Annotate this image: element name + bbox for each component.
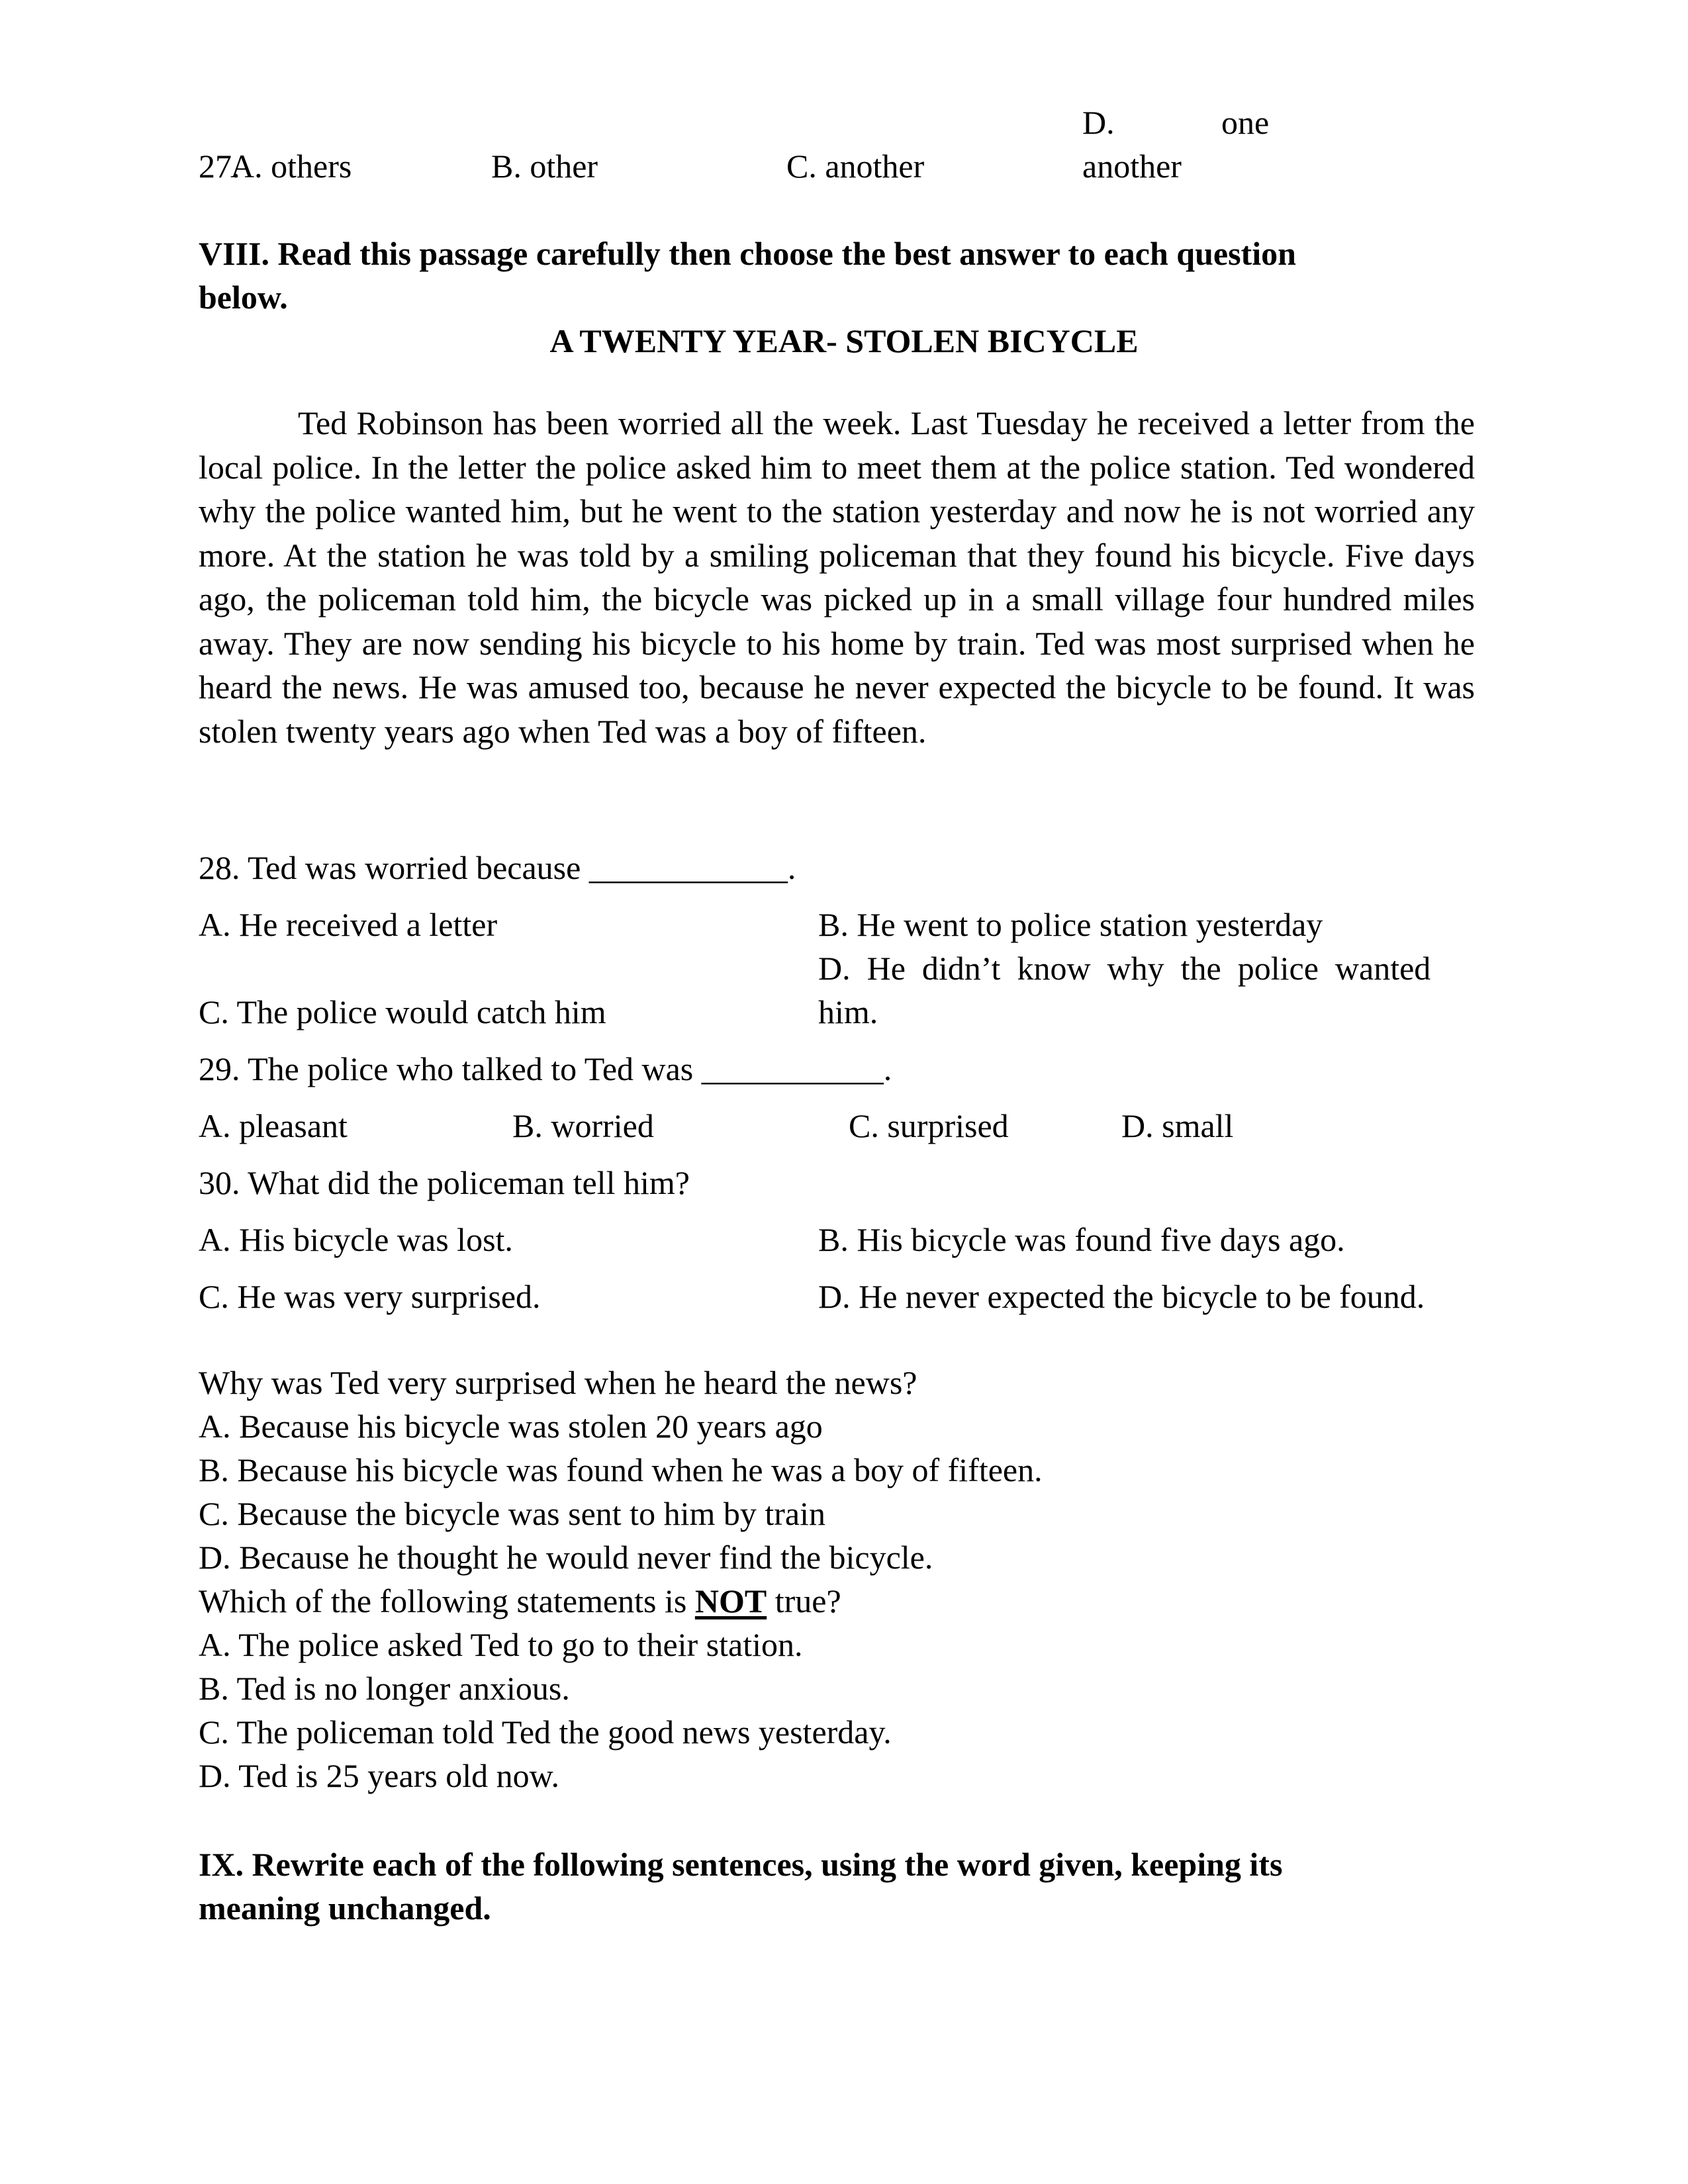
q31-option-c: C. Because the bicycle was sent to him by train [199, 1495, 825, 1532]
q30-option-a: A. His bicycle was lost. [199, 1221, 513, 1258]
q30-stem: 30. What did the policeman tell him? [199, 1164, 690, 1201]
q28-option-d-line2: him. [818, 993, 878, 1030]
q29-option-b: B. worried [512, 1107, 654, 1144]
q27-option-a: A. others [230, 148, 352, 185]
q32-option-b: B. Ted is no longer anxious. [199, 1670, 570, 1707]
reading-passage: Ted Robinson has been worried all the week. Last Tuesday he received a letter from the local police. In the letter the police asked him to meet them at the police station. Ted wondered why the police wanted him, but he went to the station yesterday and now he is not worried any more. At the station he was told by a smiling policeman that they found his bicycle. Five days ago, the policeman told him, the bicycle was picked up in a small village four hundred miles away. They are now sending his bicycle to his home by train. Ted was most surprised when he heard the news. He was amused too, because he never expected the bicycle to be found. It was stolen twenty years ago when Ted was a boy of fifteen. [199, 404, 1475, 750]
q29-option-a: A. pleasant [199, 1107, 348, 1144]
passage-title: A TWENTY YEAR- STOLEN BICYCLE [549, 322, 1139, 359]
section-8-heading-line1: VIII. Read this passage carefully then choose the best answer to each question [199, 235, 1296, 272]
q32-option-d: D. Ted is 25 years old now. [199, 1757, 560, 1794]
q28-option-d-line1: D. He didn’t know why the police wanted [818, 950, 1431, 987]
q29-option-c: C. surprised [849, 1107, 1009, 1144]
q31-option-b: B. Because his bicycle was found when he was a boy of fifteen. [199, 1451, 1043, 1488]
q32-stem [199, 1584, 841, 1617]
section-8-heading-line2: below. [199, 279, 288, 316]
q32-stem-before: Which of the following statements is [199, 1582, 695, 1619]
q28-option-b: B. He went to police station yesterday [818, 906, 1323, 943]
q32-stem-emphasis: NOT [694, 1582, 767, 1619]
section-9-heading-line2: meaning unchanged. [199, 1889, 491, 1927]
q30-option-c: C. He was very surprised. [199, 1278, 541, 1315]
q32-stem-after: true? [767, 1582, 841, 1619]
q27-option-d-word2: another [1082, 148, 1182, 185]
q29-option-d: D. small [1121, 1107, 1234, 1144]
q31-stem: Why was Ted very surprised when he heard the news? [199, 1364, 917, 1401]
q32-option-a: A. The police asked Ted to go to their station. [199, 1626, 803, 1663]
q27-option-d-word1: one [1221, 104, 1270, 141]
q28-option-a: A. He received a letter [199, 906, 498, 943]
q31-option-d: D. Because he thought he would never find the bicycle. [199, 1539, 933, 1576]
q28-stem: 28. Ted was worried because ____________. [199, 849, 796, 886]
q30-option-b: B. His bicycle was found five days ago. [818, 1221, 1345, 1258]
q31-option-a: A. Because his bicycle was stolen 20 years ago [199, 1408, 823, 1445]
q29-stem: 29. The police who talked to Ted was ___________. [199, 1050, 892, 1087]
section-9-heading-line1: IX. Rewrite each of the following sentences, using the word given, keeping its [199, 1846, 1283, 1883]
q27-option-d-label: D. [1082, 104, 1115, 141]
q27-number: 27. [199, 148, 240, 185]
q30-option-d: D. He never expected the bicycle to be found. [818, 1278, 1425, 1315]
q27-option-c: C. another [786, 148, 925, 185]
q27-option-b: B. other [491, 148, 598, 185]
q28-option-c: C. The police would catch him [199, 993, 606, 1030]
q32-option-c: C. The policeman told Ted the good news yesterday. [199, 1713, 892, 1751]
